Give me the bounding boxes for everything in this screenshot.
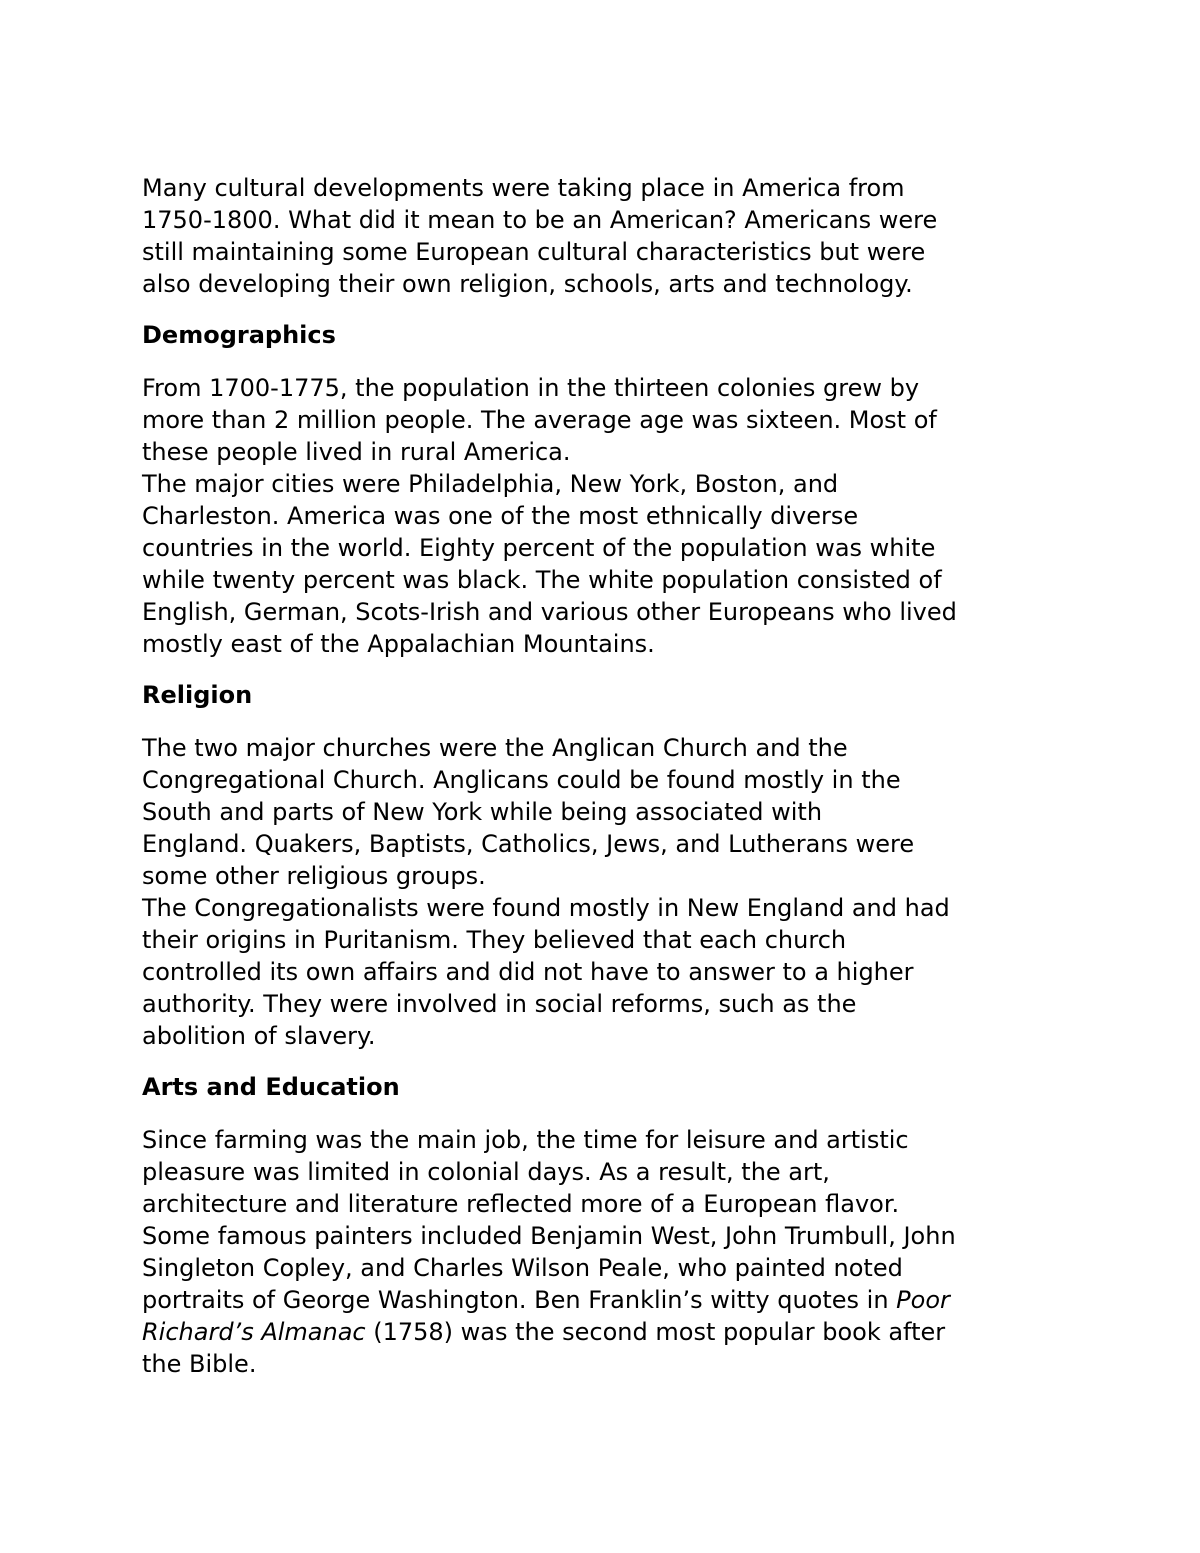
text-line: still maintaining some European cultural characteristics but were [142, 238, 926, 266]
text-line: Charleston. America was one of the most ethnically diverse [142, 502, 859, 530]
text-line: The two major churches were the Anglican Church and the [142, 734, 848, 762]
text-line [142, 1316, 1062, 1348]
text-segment: portraits of George Washington. Ben Franklin’s witty quotes in [142, 1286, 897, 1314]
arts-paragraph [142, 1124, 1062, 1380]
book-title-italic: Richard’s Almanac [142, 1318, 366, 1346]
religion-paragraph-2 [142, 892, 1062, 1052]
text-line: South and parts of New York while being associated with [142, 798, 823, 826]
text-line: Since farming was the main job, the time for leisure and artistic [142, 1126, 909, 1154]
text-line: Many cultural developments were taking place in America from [142, 174, 905, 202]
text-line: From 1700-1775, the population in the thirteen colonies grew by [142, 374, 920, 402]
text-line: some other religious groups. [142, 862, 486, 890]
text-line: mostly east of the Appalachian Mountains. [142, 630, 655, 658]
text-line: also developing their own religion, schools, arts and technology. [142, 270, 913, 298]
text-line: the Bible. [142, 1350, 257, 1378]
demographics-paragraph-2 [142, 468, 1062, 660]
text-line: abolition of slavery. [142, 1022, 376, 1050]
demographics-heading: Demographics [142, 321, 336, 349]
book-title-italic: Poor [896, 1286, 950, 1314]
text-line: The major cities were Philadelphia, New York, Boston, and [142, 470, 839, 498]
text-line: 1750-1800. What did it mean to be an American? Americans were [142, 206, 938, 234]
text-line: Congregational Church. Anglicans could be found mostly in the [142, 766, 901, 794]
text-line: these people lived in rural America. [142, 438, 571, 466]
text-line: England. Quakers, Baptists, Catholics, Jews, and Lutherans were [142, 830, 915, 858]
arts-heading: Arts and Education [142, 1073, 400, 1101]
text-segment: (1758) was the second most popular book after [365, 1318, 946, 1346]
text-line: architecture and literature reflected more of a European flavor. [142, 1190, 900, 1218]
text-line: their origins in Puritanism. They believed that each church [142, 926, 847, 954]
religion-heading: Religion [142, 681, 253, 709]
text-line: Singleton Copley, and Charles Wilson Peale, who painted noted [142, 1254, 903, 1282]
intro-paragraph [142, 172, 1062, 300]
text-line: pleasure was limited in colonial days. As a result, the art, [142, 1158, 830, 1186]
demographics-paragraph-1 [142, 372, 1062, 468]
text-line: The Congregationalists were found mostly in New England and had [142, 894, 950, 922]
text-line: more than 2 million people. The average age was sixteen. Most of [142, 406, 937, 434]
text-line: controlled its own affairs and did not have to answer to a higher [142, 958, 914, 986]
religion-paragraph-1 [142, 732, 1062, 892]
text-line: countries in the world. Eighty percent of the population was white [142, 534, 936, 562]
text-line [142, 1284, 1062, 1316]
text-line: Some famous painters included Benjamin West, John Trumbull, John [142, 1222, 956, 1250]
document-page [142, 172, 1062, 1380]
text-line: authority. They were involved in social reforms, such as the [142, 990, 857, 1018]
text-line: while twenty percent was black. The white population consisted of [142, 566, 942, 594]
text-line: English, German, Scots-Irish and various other Europeans who lived [142, 598, 957, 626]
